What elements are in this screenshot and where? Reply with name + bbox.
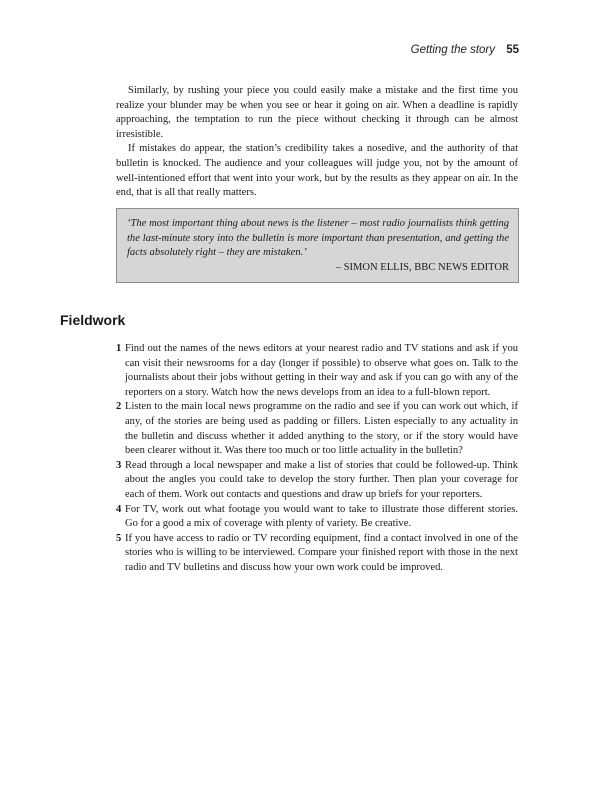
item-text: If you have access to radio or TV recording equipment, find a contact involved in one of the stories who is willing to be interviewed. Compare your finished report with those in the next radio and TV bulletins and discuss how your own work could be improved. <box>125 532 518 573</box>
item-number: 2 <box>116 401 122 413</box>
section-heading: Fieldwork <box>60 312 126 328</box>
running-head <box>411 44 519 56</box>
item-text: Read through a local newspaper and make a list of stories that could be followed-up. Think about the angles you could take to develop the story further. Then plan your coverage for each of them. Work out contacts and questions and draw up briefs for your reporters. <box>125 459 518 500</box>
list-item <box>116 459 518 503</box>
body-text <box>116 84 518 201</box>
item-number: 1 <box>116 343 122 354</box>
list-item <box>116 342 518 400</box>
pull-quote-text: ‘The most important thing about news is the listener – most radio journalists think getting the last-minute story into the bulletin is more important than presentation, and getting the facts absolutely right – they are mistaken.’ <box>127 218 509 259</box>
item-number: 5 <box>116 532 122 544</box>
pull-quote-box <box>116 208 519 283</box>
body-paragraph: Similarly, by rushing your piece you could easily make a mistake and the first time you realize your blunder may be when you see or hear it going on air. When a deadline is rapidly approaching, the temptation to run the piece without checking it through can be almost irresistible. <box>116 85 518 140</box>
item-text: Listen to the main local news programme on the radio and see if you can work out which, if any, of the stories are being used as padding or fillers. Listen especially to any actuality in the bulletin and discuss whether it added anything to the story, or if the story would have been clearer without it. Was there too much or too little actuality in the bulletin? <box>125 401 518 457</box>
list-item <box>116 532 518 576</box>
item-text: For TV, work out what footage you would want to take to illustrate those different stories. Go for a good a mix of coverage with plenty of variety. Be creative. <box>125 503 518 530</box>
running-title: Getting the story <box>410 44 495 56</box>
list-item <box>116 503 518 532</box>
list-item <box>116 400 518 458</box>
page-number: 55 <box>506 44 519 56</box>
pull-quote-attribution: – SIMON ELLIS, BBC NEWS EDITOR <box>335 261 509 273</box>
item-number: 3 <box>116 459 122 471</box>
item-text: Find out the names of the news editors at your nearest radio and TV stations and ask if you can visit their newsrooms for a day (longer if possible) to observe what goes on. Talk to the journalists about their jobs without getting in their way and ask if you can go with any of the reporters on a story. Watch how the news develops from an idea to a full-blown report. <box>125 343 518 398</box>
item-number: 4 <box>116 503 122 515</box>
fieldwork-list <box>116 342 518 576</box>
body-paragraph: If mistakes do appear, the station’s credibility takes a nosedive, and the authority of that bulletin is knocked. The audience and your colleagues will judge you, not by the amount of well-intentioned effort that went into your work, but by the results as they appear on air. In the end, that is all that really matters. <box>116 143 518 199</box>
